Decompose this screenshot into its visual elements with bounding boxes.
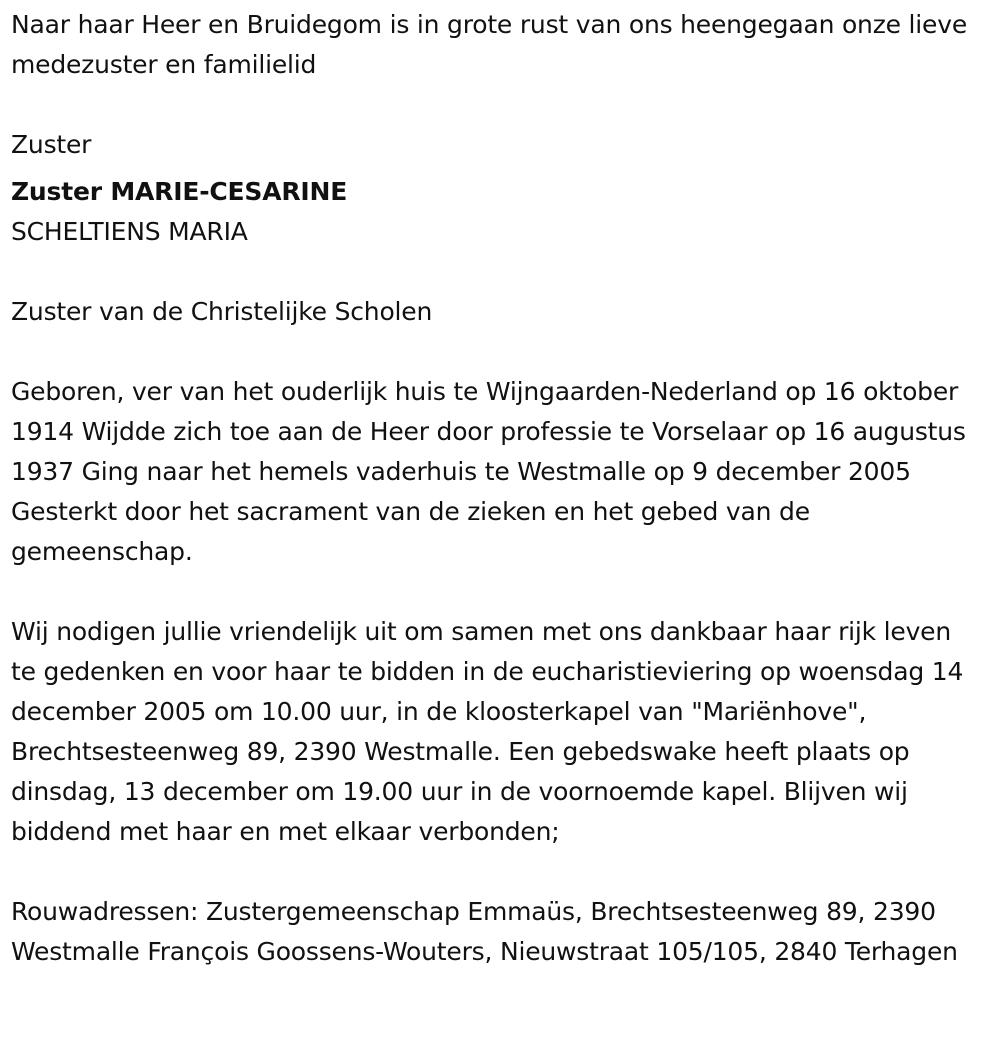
spacer — [11, 852, 980, 892]
religious-name: Zuster MARIE-CESARINE — [11, 177, 348, 206]
biography-text: Geboren, ver van het ouderlijk huis te Wijngaarden-Nederland op 16 oktober 1914 Wijdde zich toe aan de Heer door professie te Vorselaar op 16 augustus 1937 Ging naar het hemels vaderhuis te Westmalle op 9 december 2005 Gesterkt door het sacrament van de zieken en het gebed van de gemeenschap. — [11, 377, 966, 566]
spacer — [11, 252, 980, 292]
spacer — [11, 572, 980, 612]
invitation-text: Wij nodigen jullie vriendelijk uit om samen met ons dankbaar haar rijk leven te gedenken en voor haar te bidden in de eucharistieviering op woensdag 14 december 2005 om 10.00 uur, in de kloosterkapel van "Mariënhove", Brechtsesteenweg 89, 2390 Westmalle. Een gebedswake heeft plaats op dinsdag, 13 december om 19.00 uur in de voornoemde kapel. Blijven wij biddend met haar en met elkaar verbonden; — [11, 617, 964, 846]
civil-name: SCHELTIENS MARIA — [11, 217, 248, 246]
spacer — [11, 85, 980, 125]
title-prefix: Zuster — [11, 130, 92, 159]
intro-text: Naar haar Heer en Bruidegom is in grote rust van ons heengegaan onze lieve medezuster en familielid — [11, 10, 968, 79]
spacer — [11, 332, 980, 372]
addresses-text: Rouwadressen: Zustergemeenschap Emmaüs, Brechtsesteenweg 89, 2390 Westmalle François Goossens-Wouters, Nieuwstraat 105/105, 2840 Terhagen — [11, 897, 958, 966]
congregation-text: Zuster van de Christelijke Scholen — [11, 297, 433, 326]
